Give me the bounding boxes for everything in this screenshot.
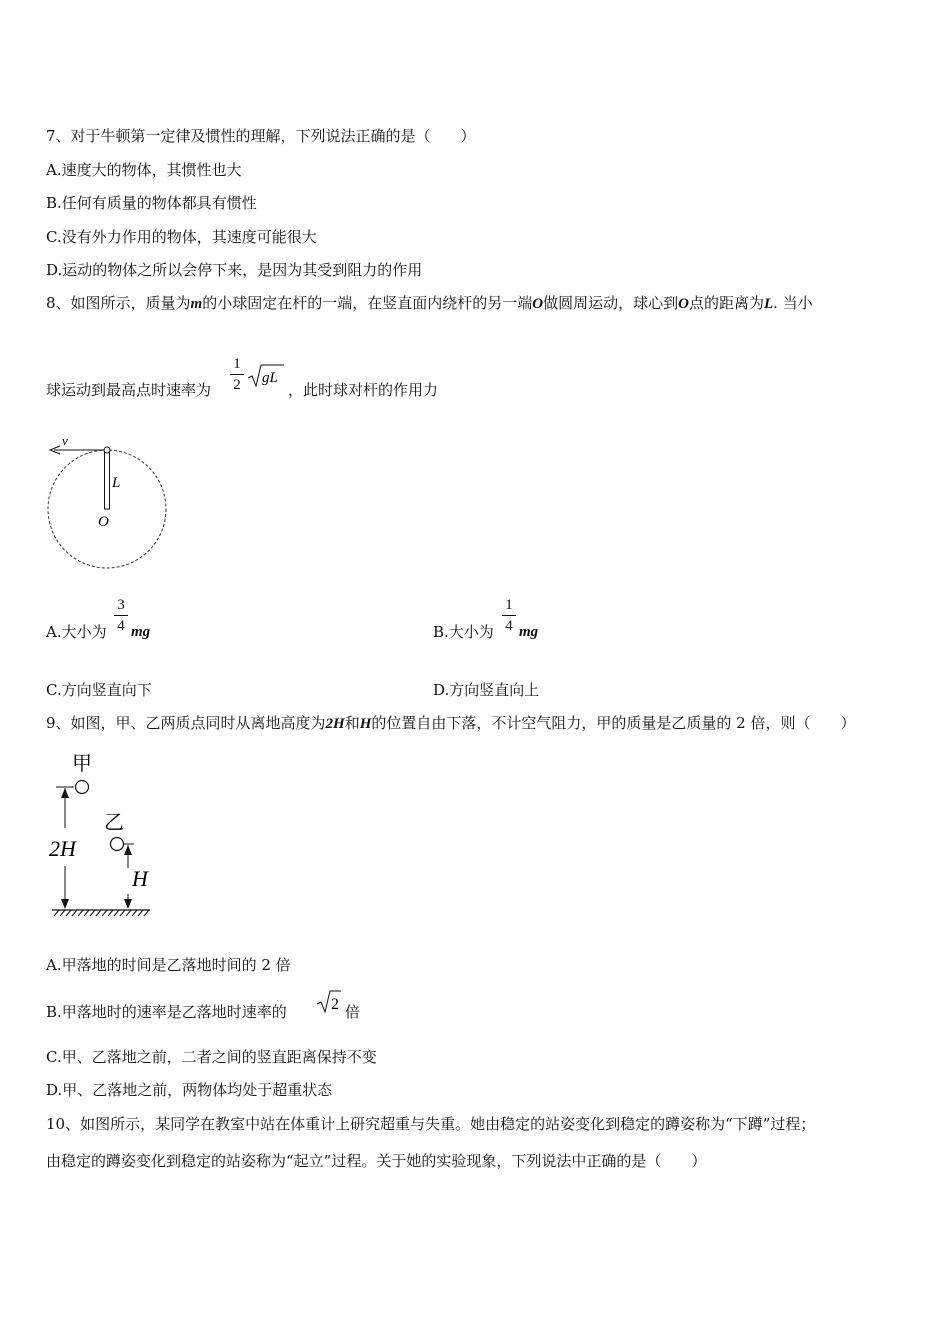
label-h: H: [132, 866, 148, 891]
q8-option-a-unit: mg: [131, 624, 151, 640]
fraction-1-4: 1 4: [502, 596, 516, 635]
q9-option-b-suffix: 倍: [345, 1003, 361, 1021]
q8-option-c: C.方向竖直向下: [46, 681, 152, 699]
var-2h: 2H: [325, 716, 345, 732]
q8-stem-line1: 8、如图所示，质量为m的小球固定在杆的一端，在竖直面内绕杆的另一端O做圆周运动，球心到O点的距离为L. 当小: [46, 294, 813, 312]
q7-option-d: D.运动的物体之所以会停下来，是因为其受到阻力的作用: [46, 261, 423, 279]
speed-fraction: 1 2: [230, 355, 244, 394]
q8-stem-line2-a: 球运动到最高点时速率为: [46, 381, 212, 399]
q9-option-a: A.甲落地的时间是乙落地时间的 2 倍: [46, 956, 291, 974]
q9-stem: 9、如图，甲、乙两质点同时从离地高度为2H和H的位置自由下落，不计空气阻力，甲的质量是乙质量的 2 倍，则（ ）: [46, 714, 856, 732]
q8-option-a-prefix: A.大小为: [46, 623, 107, 641]
svg-text:gL: gL: [262, 370, 278, 386]
sqrt-gl: [246, 362, 286, 390]
q9-drop-figure: [44, 748, 159, 918]
q7-option-c: C.没有外力作用的物体，其速度可能很大: [46, 228, 317, 246]
label-l: L: [112, 475, 121, 491]
sqrt-2: [315, 988, 343, 1016]
label-jia: 甲: [72, 753, 92, 775]
q9-option-b-text: B.甲落地时的速率是乙落地时速率的: [46, 1003, 287, 1021]
q7-option-a: A.速度大的物体，其惯性也大: [46, 161, 242, 179]
svg-text:2: 2: [331, 996, 339, 1013]
var-m: m: [190, 296, 203, 312]
var-l: L: [763, 296, 774, 312]
q8-option-d: D.方向竖直向上: [433, 681, 540, 699]
q8-option-b-unit: mg: [519, 624, 539, 640]
label-yi: 乙: [104, 812, 124, 834]
var-h: H: [359, 716, 372, 732]
fraction-3-4: 3 4: [114, 596, 128, 635]
label-2h: 2H: [49, 836, 76, 861]
q8-circle-figure: [40, 430, 175, 575]
q9-option-c: C.甲、乙落地之前，二者之间的竖直距离保持不变: [46, 1048, 377, 1066]
q7-stem: 7、对于牛顿第一定律及惯性的理解，下列说法正确的是（ ）: [46, 127, 476, 145]
q10-stem-line2: 由稳定的蹲姿变化到稳定的站姿称为“起立”过程。关于她的实验现象，下列说法中正确的是（ ）: [46, 1152, 707, 1170]
q8-option-b-prefix: B.大小为: [433, 623, 494, 641]
q10-stem-line1: 10、如图所示，某同学在教室中站在体重计上研究超重与失重。她由稳定的站姿变化到稳定的蹲姿称为“下蹲”过程；: [46, 1115, 816, 1133]
label-v: v: [62, 433, 68, 448]
q9-option-d: D.甲、乙落地之前，两物体均处于超重状态: [46, 1081, 333, 1099]
label-o: O: [98, 514, 109, 530]
var-o: O: [532, 296, 544, 312]
q7-option-b: B.任何有质量的物体都具有惯性: [46, 194, 257, 212]
q8-stem-line2-b: ，此时球对杆的作用力: [288, 381, 439, 399]
var-o: O: [678, 296, 689, 312]
